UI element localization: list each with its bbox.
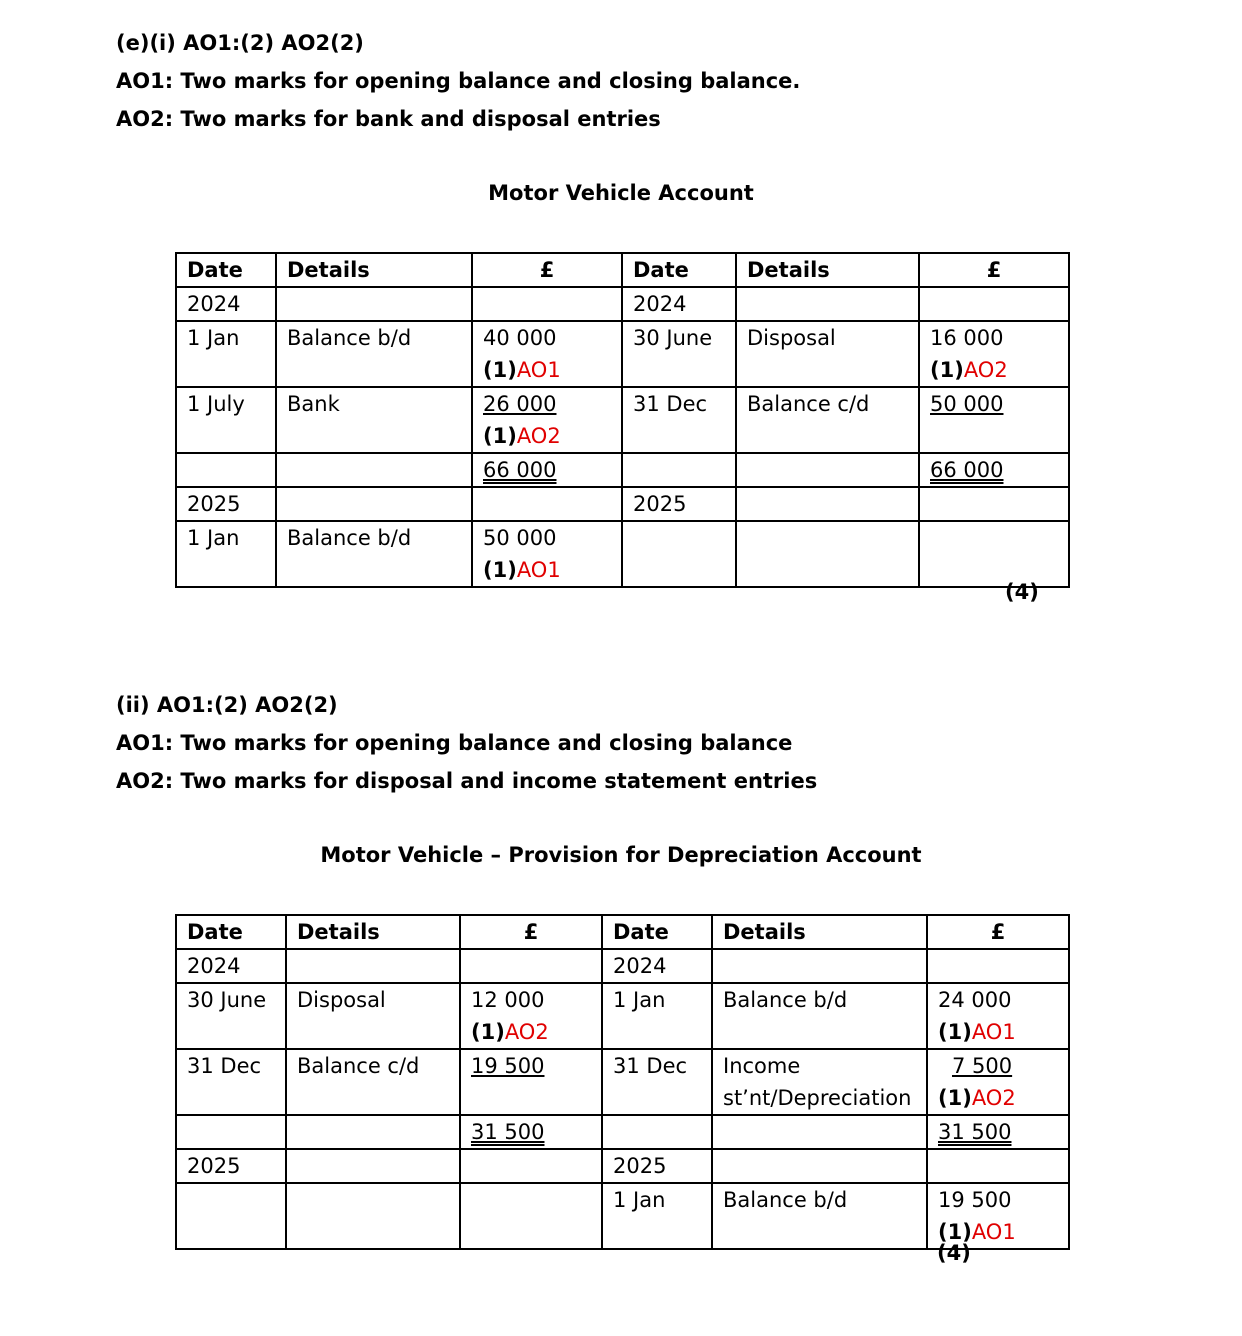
details-cell: Balance b/d: [712, 1183, 927, 1249]
table-row: [176, 1115, 1069, 1149]
details-cell: Disposal: [736, 321, 919, 387]
table-row: [176, 487, 1069, 521]
part-i-ao1-criteria: AO1: Two marks for opening balance and closing balance.: [116, 69, 801, 93]
header-date: Date: [176, 915, 286, 949]
header-details: Details: [286, 915, 460, 949]
header-details: Details: [736, 253, 919, 287]
total-cell: 66 000: [472, 453, 622, 487]
amount-cell: 16 000 (1)AO2: [919, 321, 1069, 387]
year-cell: 2024: [176, 949, 286, 983]
details-cell: Balance b/d: [276, 521, 472, 587]
date-cell: 31 Dec: [176, 1049, 286, 1115]
date-cell: 1 Jan: [176, 521, 276, 587]
year-cell: 2024: [622, 287, 736, 321]
part-i-ao2-criteria: AO2: Two marks for bank and disposal entries: [116, 107, 661, 131]
year-cell: 2025: [176, 1149, 286, 1183]
amount-cell: 7 500 (1)AO2: [927, 1049, 1069, 1115]
details-cell: Balance c/d: [736, 387, 919, 453]
provision-depreciation-title: Motor Vehicle – Provision for Depreciation Account: [320, 843, 922, 867]
year-cell: 2025: [622, 487, 736, 521]
amount-cell: 50 000 (1)AO1: [472, 521, 622, 587]
table-row: [176, 983, 1069, 1049]
table-row: [176, 521, 1069, 587]
date-cell: 31 Dec: [622, 387, 736, 453]
date-cell: 30 June: [176, 983, 286, 1049]
details-cell: Bank: [276, 387, 472, 453]
amount-cell: 40 000 (1)AO1: [472, 321, 622, 387]
table-row: [176, 949, 1069, 983]
provision-depreciation-table: [175, 914, 1070, 1250]
date-cell: 1 July: [176, 387, 276, 453]
part-i-total-marks: (4): [1005, 580, 1039, 604]
table-row: [176, 1183, 1069, 1249]
details-cell: Balance c/d: [286, 1049, 460, 1115]
part-ii-heading: (ii) AO1:(2) AO2(2): [116, 693, 338, 717]
table-header-row: [176, 253, 1069, 287]
part-ii-ao2-criteria: AO2: Two marks for disposal and income statement entries: [116, 769, 818, 793]
header-details: Details: [276, 253, 472, 287]
table-header-row: [176, 915, 1069, 949]
amount-cell: 12 000 (1)AO2: [460, 983, 602, 1049]
total-cell: 31 500: [460, 1115, 602, 1149]
details-cell: Income st’nt/Depreciation: [712, 1049, 927, 1115]
header-date: Date: [602, 915, 712, 949]
year-cell: 2024: [176, 287, 276, 321]
details-cell: Disposal: [286, 983, 460, 1049]
header-pound: £: [919, 253, 1069, 287]
date-cell: 1 Jan: [176, 321, 276, 387]
total-cell: 31 500: [927, 1115, 1069, 1149]
table-row: [176, 287, 1069, 321]
table-row: [176, 1049, 1069, 1115]
table-row: [176, 1149, 1069, 1183]
amount-cell: 19 500: [460, 1049, 602, 1115]
amount-cell: 24 000 (1)AO1: [927, 983, 1069, 1049]
amount-cell: 26 000 (1)AO2: [472, 387, 622, 453]
date-cell: 1 Jan: [602, 1183, 712, 1249]
part-ii-ao1-criteria: AO1: Two marks for opening balance and closing balance: [116, 731, 793, 755]
header-date: Date: [622, 253, 736, 287]
motor-vehicle-account-table: [175, 252, 1070, 588]
date-cell: 1 Jan: [602, 983, 712, 1049]
header-pound: £: [472, 253, 622, 287]
table-row: [176, 453, 1069, 487]
date-cell: 31 Dec: [602, 1049, 712, 1115]
header-date: Date: [176, 253, 276, 287]
details-cell: Balance b/d: [276, 321, 472, 387]
header-pound: £: [460, 915, 602, 949]
year-cell: 2024: [602, 949, 712, 983]
year-cell: 2025: [176, 487, 276, 521]
part-i-heading: (e)(i) AO1:(2) AO2(2): [116, 31, 364, 55]
part-ii-total-marks: (4): [937, 1241, 971, 1265]
motor-vehicle-account-title: Motor Vehicle Account: [488, 181, 754, 205]
amount-cell: 50 000: [919, 387, 1069, 453]
total-cell: 66 000: [919, 453, 1069, 487]
table-row: [176, 387, 1069, 453]
amount-cell: 19 500 (1)AO1: [927, 1183, 1069, 1249]
date-cell: 30 June: [622, 321, 736, 387]
details-cell: Balance b/d: [712, 983, 927, 1049]
year-cell: 2025: [602, 1149, 712, 1183]
header-details: Details: [712, 915, 927, 949]
header-pound: £: [927, 915, 1069, 949]
table-row: [176, 321, 1069, 387]
